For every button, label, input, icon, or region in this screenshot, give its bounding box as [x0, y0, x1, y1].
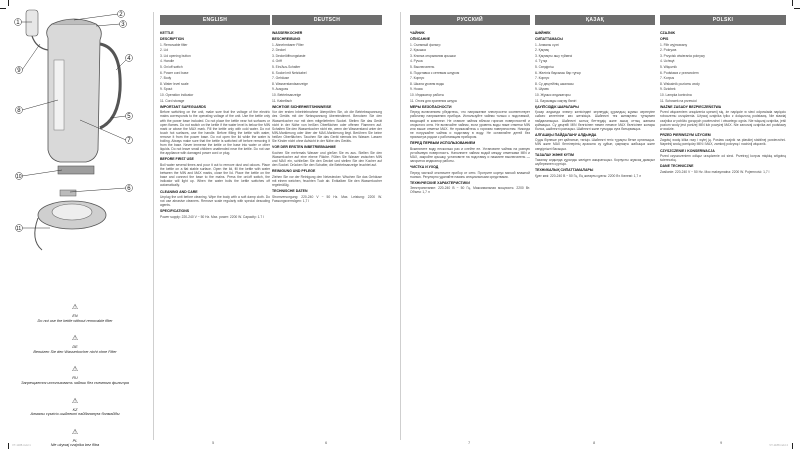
part-item: 8. Water level scale: [160, 81, 189, 86]
part-item: 8. Шкала уровня воды: [410, 81, 445, 86]
header-polski: POLSKI: [660, 15, 786, 25]
part-item: 1. Алмалы сүзгі: [535, 42, 559, 47]
part-item: 4. Griff: [272, 59, 282, 64]
figure-label: 5: [127, 114, 131, 120]
use-text: Boil water several times and pour it out to remove dust and odours. Place the kettle on a flat stable surface. Open the lid, fill the kettle with water between the MIN and MAX marks, close the lid. Place the kettle on the base and connect the base to the mains. Press the on/off switch, the indicator will light up. When the water boils the kettle switches off automatically.: [160, 162, 270, 188]
part-item: 8. Су деңгейінің шкаласы: [535, 81, 574, 86]
figure-label: 4: [127, 56, 131, 62]
warning-item: [0, 296, 150, 323]
power-base-illustration: [35, 190, 106, 250]
part-item: 6. Желілік баусымы бар тұғыр: [535, 70, 581, 75]
part-item: 4. Ручка: [410, 59, 423, 64]
part-item: 11. Schowek na przewód: [660, 98, 697, 103]
title: KETTLE: [160, 31, 174, 35]
part-item: 9. Dziobek: [660, 87, 676, 92]
spec-text: Қуат көзі: 220-240 В ~ 50 Гц. Ең жоғарғы қуаты: 2200 Вт. Көлемі: 1,7 л: [535, 174, 642, 179]
figure-label: 10: [16, 174, 22, 180]
use-heading: VOR DER ERSTEN INBETRIEBNAHME: [272, 145, 336, 150]
part-item: 10. Operation indicator: [160, 93, 194, 98]
part-item: 6. Podstawa z przewodem: [660, 70, 699, 75]
warning-triangle-icon: ⚠: [71, 335, 79, 343]
part-item: 11. Cord storage: [160, 98, 185, 103]
page-number: 9: [720, 440, 723, 445]
part-item: 3. Lid opening button: [160, 53, 191, 58]
figure-label: 8: [17, 108, 21, 114]
use-heading: ПЕРЕД ПЕРВЫМ ИСПОЛЬЗОВАНИЕМ: [410, 140, 476, 145]
warning-lang: RU: [72, 376, 78, 381]
column-russian: [410, 29, 530, 429]
warning-triangle-icon: ⚠: [71, 366, 79, 374]
crop-mark: [794, 8, 800, 9]
figure-label: 3: [121, 22, 125, 28]
print-slug: VT-1188.indd 2: [769, 443, 788, 447]
warning-item: [0, 327, 150, 354]
use-text: Zagotuj wodę kilka razy i wylej ją. Postaw czajnik na płaskiej stabilnej powierzchni. Napełnij wodą pomiędzy MIN i MAX, zamknij pokrywę i naciśnij włącznik.: [660, 138, 786, 147]
description-heading: ОПИСАНИЕ: [410, 37, 431, 42]
part-item: 6. Sockel mit Netzkabel: [272, 70, 307, 75]
header-russian: РУССКИЙ: [410, 15, 530, 25]
warning-item: [0, 390, 150, 417]
part-item: 4. Uchwyt: [660, 59, 675, 64]
spec-text: Power supply: 220-240 V ~ 50 Hz. Max. power: 2200 W. Capacity: 1.7 l: [160, 214, 264, 219]
page-number: 8: [593, 440, 596, 445]
warning-text: Benutzen Sie den Wasserkocher nicht ohne Filter: [33, 349, 117, 354]
part-item: 1. Abnehmbarer Filter: [272, 42, 304, 47]
column-kazakh: [535, 29, 655, 429]
use-text: Kochen Sie mehrmals Wasser und gießen Sie es aus. Stellen Sie den Wasserkocher auf eine ebene Fläche. Füllen Sie Wasser zwischen MIN und MAX ein, schließen Sie den Deckel und stellen Sie den Kocher auf den Sockel. Drücken Sie den Schalter, die Betriebsanzeige leuchtet auf.: [272, 150, 382, 167]
column-polski: [660, 29, 786, 429]
safety-heading: ҚАУІПСІЗДІК ШАРАЛАРЫ: [535, 104, 579, 109]
part-item: 9. Носик: [410, 87, 423, 92]
use-heading: PRZED PIERWSZYM UŻYCIEM: [660, 132, 711, 137]
cleaning-text: Ziehen Sie vor der Reinigung den Netzstecker. Wischen Sie das Gehäuse mit einem weichen, feuchten Tuch ab. Entkalken Sie den Wasserkocher regelmäßig.: [272, 174, 382, 187]
warning-item: [0, 358, 150, 385]
part-item: 5. Ein/Aus-Schalter: [272, 65, 301, 70]
description-heading: BESCHREIBUNG: [272, 37, 301, 42]
part-item: 9. Ausguss: [272, 87, 289, 92]
column-divider: [153, 12, 154, 440]
part-item: 2. Қақпақ: [535, 48, 549, 53]
part-item: 7. Корпус: [410, 76, 425, 81]
header-kazakh: ҚАЗАҚ: [535, 15, 655, 25]
part-item: 10. Индикатор работы: [410, 93, 444, 98]
part-item: 3. Кнопка открывания крышки: [410, 53, 456, 58]
page-number: 7: [468, 440, 471, 445]
spec-text: Stromversorgung: 220-240 V ~ 50 Hz. Max. Leistung: 2200 W. Fassungsvermögen: 1,7 l: [272, 194, 382, 203]
warning-lang: EN: [72, 314, 78, 318]
safety-text: Перед включением убедитесь, что напряжение электросети соответствует рабочему напряжению прибора. Используйте чайник только с подставкой, входящей в комплект. Не ставьте чайник вблизи горячих поверхностей и открытого огня. Не включайте чайник, если уровень воды ниже отметки MIN или выше отметки MAX. Не прикасайтесь к горячим поверхностям. Никогда не погружайте чайник и подставку в воду. Не оставляйте детей без присмотра рядом с работающим прибором.: [410, 110, 530, 139]
title: ШӘЙНЕК: [535, 31, 551, 35]
safety-heading: МЕРЫ БЕЗОПАСНОСТИ: [410, 104, 452, 109]
crop-mark: [792, 443, 793, 449]
safety-heading: IMPORTANT SAFEGUARDS: [160, 104, 207, 109]
kettle-diagram: [0, 0, 150, 290]
spec-heading: SPECIFICATIONS: [160, 209, 190, 214]
part-item: 9. Spout: [160, 87, 173, 92]
part-item: 3. Deckelöffnungstaste: [272, 53, 306, 58]
part-item: 2. Deckel: [272, 48, 286, 53]
part-item: 1. Съемный фильтр: [410, 42, 441, 47]
part-item: 4. Тұтқа: [535, 59, 548, 64]
figure-label: 7: [127, 138, 131, 144]
part-item: 6. Power cord base: [160, 70, 189, 75]
warning-triangle-icon: ⚠: [71, 304, 79, 311]
spec-heading: ТЕХНИКАЛЫҚ СИПАТТАМАЛАРЫ: [535, 168, 594, 173]
cleaning-heading: ТАЗАЛАУ ЖӘНЕ КҮТІМ: [535, 152, 574, 157]
cleaning-heading: REINIGUNG UND PFLEGE: [272, 169, 316, 174]
page-number: 5: [212, 440, 215, 445]
part-item: 5. Сөндіргіш: [535, 65, 554, 70]
title: WASSERKOCHER: [272, 31, 303, 35]
spec-heading: ТЕХНИЧЕСКИЕ ХАРАКТЕРИСТИКИ: [410, 180, 470, 185]
part-item: 10. Lampka kontrolna: [660, 93, 692, 98]
part-item: 5. Выключатель: [410, 65, 435, 70]
part-item: 10. Betriebsanzeige: [272, 93, 302, 98]
cleaning-text: Przed czyszczeniem odłącz urządzenie od sieci. Przetrzyj korpus miękką wilgotną ściereczką.: [660, 154, 786, 163]
warning-text: Nie używaj czajnika bez filtra: [50, 443, 100, 448]
description-heading: СИПАТТАМАСЫ: [535, 37, 563, 42]
crop-mark: [792, 0, 793, 6]
header-english: ENGLISH: [160, 15, 270, 25]
cleaning-text: Unplug the unit before cleaning. Wipe the body with a soft damp cloth. Do not use abrasive cleaners. Remove scale regularly with special descaling agents.: [160, 195, 270, 208]
part-item: 10. Жұмыс индикаторы: [535, 93, 571, 98]
figure-label: 6: [127, 186, 131, 192]
warning-lang: DE: [72, 345, 78, 350]
part-item: 8. Wasserstandsanzeige: [272, 81, 308, 86]
warning-triangle-icon: ⚠: [71, 397, 79, 405]
page-number: 6: [325, 440, 328, 445]
figure-label: 11: [16, 226, 22, 232]
spec-heading: TECHNISCHE DATEN: [272, 188, 308, 193]
figure-label: 2: [119, 12, 123, 18]
warning-lang: PL: [72, 438, 78, 443]
safety-text: Қосар алдында электр желісіндегі кернеудің құралдың жұмыс кернеуіне сәйкес келетініне көз жеткізіңіз. Шәйнекті тек жинақтағы тұғырмен пайдаланыңыз. Шәйнекті ыстық беттердің және ашық оттың жанына қоймаңыз. Су деңгейі MIN белгісінен төмен немесе MAX белгісінен жоғары болса, шәйнекті қоспаңыз. Шәйнекті және тұғырды суға батырмаңыз.: [535, 110, 655, 131]
part-item: 3. Przycisk otwierania pokrywy: [660, 53, 705, 58]
part-item: 8. Wskaźnik poziomu wody: [660, 81, 700, 86]
spec-text: Электропитание: 220-240 В ~ 50 Гц. Максимальная мощность: 2200 Вт. Объем: 1,7 л: [410, 186, 530, 195]
part-item: 1. Filtr wyjmowany: [660, 42, 688, 47]
safety-text: Before switching on the unit, make sure that the voltage of the electric mains corresponds to the operating voltage of the unit. Use the kettle only with the power base included. Do not place the kettle near hot surfaces or open flames. Do not switch on the kettle if the water level is below the MIN mark or above the MAX mark. Fill the kettle only with cold water. Do not touch hot surfaces, use the handle. Before filling the kettle with water, remove it from the power base. Do not open the lid while the water is boiling. Always make sure that the kettle is switched off before removing it from the base. Never immerse the kettle or the base into water or other liquids. Do not leave small children unattended near the kettle. Do not use the appliance with damaged power cord or plug.: [160, 110, 270, 156]
column-deutsch: [272, 29, 382, 429]
column-english: [160, 29, 270, 429]
part-item: 7. Korpus: [660, 76, 675, 81]
title: CZAJNIK: [660, 31, 676, 35]
part-item: 6. Подставка с сетевым шнуром: [410, 70, 460, 75]
safety-text: Przed włączeniem urządzenia upewnij się, że napięcie w sieci odpowiada napięciu roboczemu urządzenia. Używaj czajnika tylko z dołączoną podstawą. Nie stawiaj czajnika w pobliżu gorących powierzchni i otwartego ognia. Nie włączaj czajnika, jeśli poziom wody jest poniżej MIN lub powyżej MAX. Nie zanurzaj czajnika ani podstawy w wodzie.: [660, 110, 786, 131]
warning-text: Do not use the kettle without removable filter: [37, 318, 113, 323]
warning-lang: KZ: [72, 407, 78, 412]
warning-text: Запрещается использовать чайник без съемного фильтра: [21, 380, 129, 385]
safety-heading: WAŻNE ZASADY BEZPIECZEŃSTWA: [660, 104, 722, 109]
part-item: 7. Корпус: [535, 76, 550, 81]
use-heading: BEFORE FIRST USE: [160, 157, 194, 162]
safety-heading: WICHTIGE SICHERHEITSHINWEISE: [272, 104, 332, 109]
title: ЧАЙНИК: [410, 31, 425, 35]
cleaning-heading: CZYSZCZENIE I KONSERWACJA: [660, 148, 715, 153]
print-slug: VT-1188.indd 1: [12, 443, 31, 447]
cleaning-text: Тазалау алдында құралды желіден ажыратыңыз. Корпусты жұмсақ дымқыл шүберекпен сүртіңіз.: [535, 158, 655, 167]
header-deutsch: DEUTSCH: [272, 15, 382, 25]
part-item: 1. Removable filter: [160, 42, 188, 47]
part-item: 7. Body: [160, 76, 172, 81]
kettle-illustration: [26, 10, 120, 174]
part-item: 11. Kabelfach: [272, 98, 292, 103]
part-item: 2. Pokrywa: [660, 48, 677, 53]
figure-label: 9: [17, 68, 21, 74]
part-item: 5. On/off switch: [160, 65, 183, 70]
warning-triangle-icon: ⚠: [71, 428, 79, 436]
cleaning-heading: ЧИСТКА И УХОД: [410, 164, 439, 169]
page-divider: [400, 12, 401, 440]
part-item: 4. Handle: [160, 59, 175, 64]
part-item: 5. Włącznik: [660, 65, 677, 70]
part-item: 7. Gehäuse: [272, 76, 290, 81]
safety-text: Vor der ersten Inbetriebnahme überprüfen Sie, ob die Betriebsspannung des Geräts mit der Netzspannung übereinstimmt. Benutzen Sie den Wasserkocher nur mit dem mitgelieferten Sockel. Stellen Sie das Gerät nicht in der Nähe von heißen Oberflächen oder offenen Flammen auf. Schalten Sie den Wasserkocher nicht ein, wenn der Wasserstand unter der MIN-Markierung oder über der MAX-Markierung liegt. Berühren Sie keine heißen Oberflächen. Tauchen Sie das Gerät niemals ins Wasser. Lassen Sie Kinder nicht ohne Aufsicht in der Nähe des Geräts.: [272, 110, 382, 143]
part-item: 11. Баусымды сақтау бөлігі: [535, 98, 577, 103]
description-heading: DESCRIPTION: [160, 37, 184, 42]
figure-label: 1: [16, 20, 20, 26]
cleaning-text: Перед чисткой отключите прибор от сети. Протрите корпус мягкой влажной тканью. Регулярно удаляйте накипь специальными средствами.: [410, 170, 530, 179]
part-item: 3. Қақпақты ашу түймесі: [535, 53, 573, 58]
use-text: Суды бірнеше рет қайнатып, төгіңіз. Шәйнекті тегіс тұрақты бетке орнатыңыз. MIN және MAX белгілерінің арасына су құйып, қақпақты жабыңыз және сөндіргішті басыңыз.: [535, 138, 655, 151]
description-heading: OPIS: [660, 37, 669, 42]
warning-text: Алмалы сүзгісіз шәйнекті пайдалануға болмайды: [30, 412, 120, 417]
use-text: Вскипятите воду несколько раз и слейте ее. Установите чайник на ровную устойчивую поверхность. Наполните чайник водой между отметками MIN и MAX, закройте крышку, установите на подставку и нажмите выключатель — загорится индикатор работы.: [410, 146, 530, 163]
spec-heading: DANE TECHNICZNE: [660, 164, 694, 169]
cleaning-heading: CLEANING AND CARE: [160, 189, 198, 194]
use-heading: АЛҒАШҚЫ ПАЙДАЛАНУ АЛДЫНДА: [535, 132, 597, 137]
part-item: 2. Крышка: [410, 48, 426, 53]
part-item: 2. Lid: [160, 48, 169, 53]
spec-text: Zasilanie: 220-240 V ~ 50 Hz. Moc maksymalna: 2200 W. Pojemność: 1,7 l: [660, 169, 770, 174]
part-item: 9. Шүмек: [535, 87, 549, 92]
part-item: 11. Отсек для хранения шнура: [410, 98, 457, 103]
